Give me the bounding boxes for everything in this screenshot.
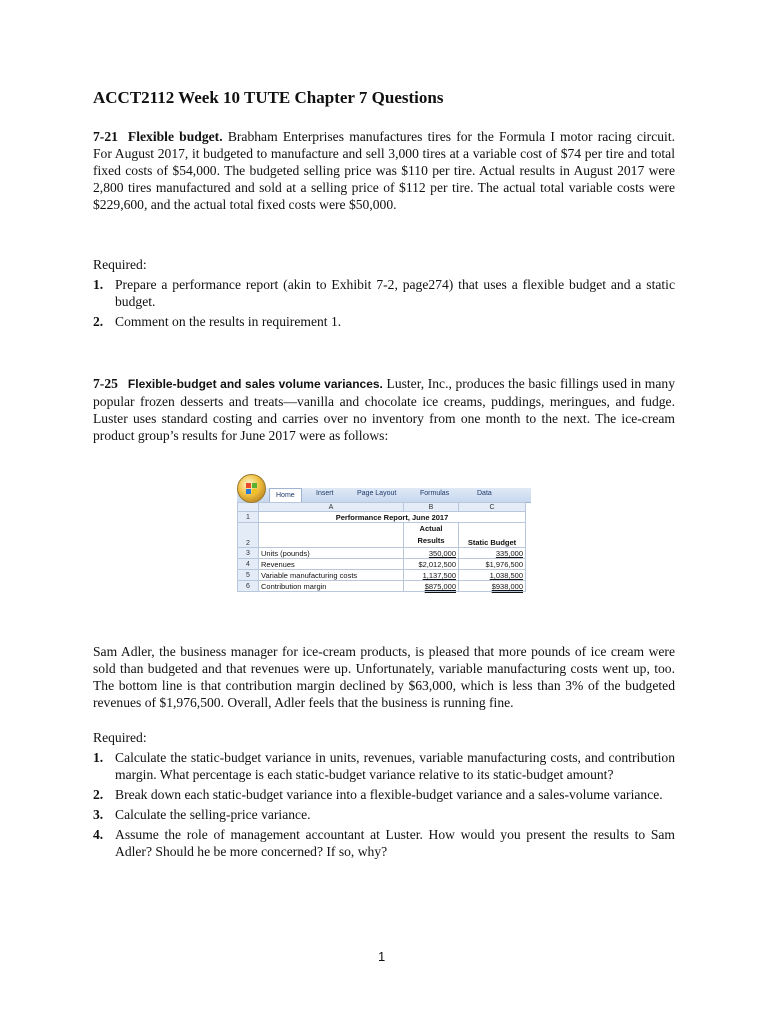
tab-data: Data [477, 490, 492, 497]
question-heading: Flexible budget. [127, 129, 223, 144]
table-row: 6 Contribution margin $875,000 $938,000 [238, 581, 526, 592]
tab-formulas: Formulas [420, 490, 450, 497]
tab-home: Home [269, 488, 302, 502]
page-number: 1 [378, 949, 386, 964]
table-row: 4 Revenues $2,012,500 $1,976,500 [238, 559, 526, 570]
page-title: ACCT2112 Week 10 TUTE Chapter 7 Questions [93, 88, 444, 107]
column-header-c: C [459, 503, 526, 512]
office-button-icon [237, 474, 266, 503]
column-header-a: A [259, 503, 404, 512]
question-number: 7-21 [93, 129, 118, 144]
question-7-25 [93, 375, 675, 444]
list-item: 1. Calculate the static-budget variance in units, revenues, variable manufacturing costs, and contribution margin. What percentage is each static-budget variance relative to its static-budget amount? [93, 750, 675, 782]
report-title: Performance Report, June 2017 [259, 512, 526, 523]
row-header: 2 [238, 523, 259, 548]
header-static-budget: Static Budget [459, 523, 526, 548]
table-row: 3 Units (pounds) 350,000 335,000 [238, 548, 526, 559]
list-item: 3. Calculate the selling-price variance. [93, 807, 311, 822]
spreadsheet-image [237, 471, 531, 611]
question-7-25-discussion: Sam Adler, the business manager for ice-cream products, is pleased that more pounds of ice cream were sold than budgeted and that revenues were up. Unfortunately, variable manufacturing costs went up, too. The bottom line is that contribution margin declined by $63,000, which is less than 3% of the budgeted revenues of $1,976,500. Overall, Adler feels that the business is running fine. [93, 644, 675, 710]
required-label: Required: [93, 257, 147, 272]
list-item: 1. Prepare a performance report (akin to Exhibit 7-2, page274) that uses a flexible budget and a static budget. [93, 277, 675, 309]
spreadsheet-grid [237, 502, 526, 592]
list-item: 2. Break down each static-budget variance into a flexible-budget variance and a sales-volume variance. [93, 787, 663, 802]
list-item: 2. Comment on the results in requirement 1. [93, 314, 342, 329]
question-body: Brabham Enterprises manufactures tires for the Formula I motor racing circuit. For August 2017, it budgeted to manufacture and sell 3,000 tires at a variable cost of $74 per tire and total fixed costs of $54,000. The budgeted selling price was $110 per tire. Actual results in August 2017 were 2,800 tires manufactured and sold at a selling price of $112 per tire. The actual total variable costs were $229,600, and the actual total fixed costs were $50,000. [93, 129, 675, 212]
list-item: 4. Assume the role of management accountant at Luster. How would you present the results to Sam Adler? Should he be more concerned? If so, why? [93, 827, 675, 859]
tab-page-layout: Page Layout [357, 490, 397, 497]
requirements-list-7-21 [93, 276, 675, 333]
tab-insert: Insert [316, 490, 334, 497]
requirements-list-7-25 [93, 749, 675, 863]
corner-cell [238, 503, 259, 512]
header-actual-results: Actual Results [404, 523, 459, 548]
column-header-b: B [404, 503, 459, 512]
question-number: 7-25 [93, 376, 118, 391]
table-row: 5 Variable manufacturing costs 1,137,500 1,038,500 [238, 570, 526, 581]
table-cell [259, 523, 404, 548]
question-heading: Flexible-budget and sales volume variances. [127, 377, 383, 391]
question-body: Luster, Inc., produces the basic fillings used in many popular frozen desserts and treats—vanilla and chocolate ice creams, puddings, meringues, and fudge. Luster uses standard costing and carries over no inventory from one month to the next. The ice-cream product group’s results for June 2017 were as follows: [93, 376, 675, 443]
required-label: Required: [93, 730, 147, 745]
row-header: 1 [238, 512, 259, 523]
question-7-21 [93, 128, 675, 213]
